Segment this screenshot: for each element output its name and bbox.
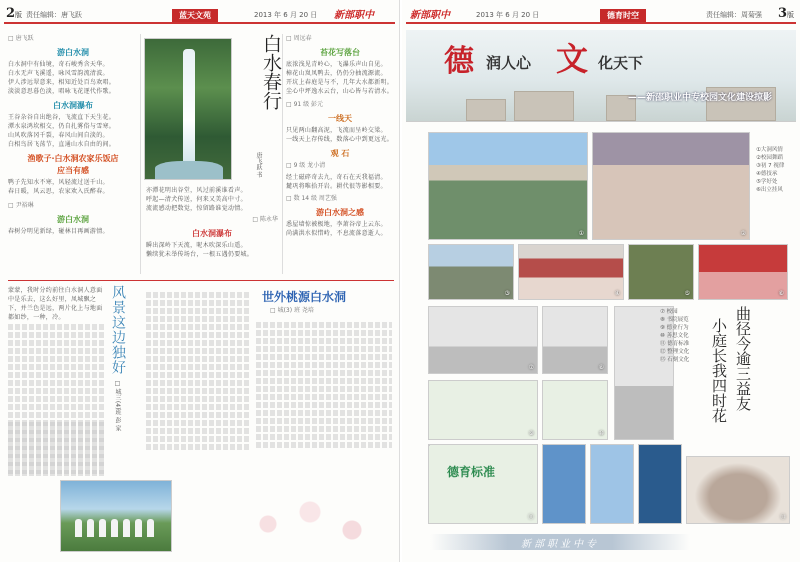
poem-column-middle	[146, 186, 278, 259]
poem-line: 懒续犹未举传场台，一根五遇仍要城。	[146, 251, 254, 258]
waterfall-photo	[144, 38, 232, 180]
feature-author: □ 城三(4)班 彭 家	[114, 380, 121, 432]
poem-title: 渔歌子·白水洞农家乐饭店	[27, 154, 119, 163]
column-divider	[282, 34, 283, 274]
article-title: 世外桃源白水洞	[262, 290, 347, 304]
drill-photo: ①	[428, 132, 588, 240]
poem-line: 只见两山翻高泥，飞流而呈岭交梁。	[286, 127, 387, 134]
article-byline-block	[270, 306, 390, 318]
calligraphy-title: 白水春行	[260, 34, 282, 110]
dance-photo: ②	[592, 132, 750, 240]
poem-line: 鸭子先知水不寒，风轻流过送千山。	[8, 179, 109, 186]
calligraphy-byline: 唐飞跃 书	[255, 152, 262, 178]
poem-title: 白水洞瀑布	[192, 229, 232, 238]
poem-line: 经土磁碎奇去九，奇石在天我福清。	[286, 174, 387, 181]
poem-line: 白相鸟居飞荡节，直通山水自由的间。	[8, 141, 116, 148]
poem-column-right	[286, 34, 394, 238]
section-tag: 蓝天文苑	[172, 9, 218, 22]
poem-line: 淡淡意思暮色淡，唱咏飞花逐代作歌。	[8, 88, 116, 95]
author-byline: □ 9 级 龙小清	[286, 162, 326, 169]
blossom-decoration	[240, 488, 380, 548]
poster-label: 德育标准	[447, 465, 496, 479]
poem-title: 观 石	[330, 149, 350, 158]
poem-title: 游白水洞	[57, 215, 89, 224]
right-page	[402, 0, 800, 562]
author-byline: □ 91 级 彭元	[286, 101, 324, 108]
poem-line: 尘心中坪逸水云台，山心皆与若清水。	[286, 88, 394, 95]
issue-date: 2013 年 6 月 20 日	[476, 11, 540, 19]
photo-legend-top: ①大洞风情 ②校园舞蹈 ③初 7 视律 ④德技承 ⑤学好处 ⑥出立挂风	[756, 147, 785, 193]
editor-credit: 责任编辑：唐飞跃	[26, 11, 82, 19]
footer-banner	[430, 534, 690, 550]
poem-line: 白水无声飞溪遥，咏风雪韵流清波。	[8, 70, 109, 77]
poem-line: 底浓浅见青岭心，飞瀑乐声山自见。	[286, 61, 387, 68]
poem-column-left	[8, 34, 138, 236]
poem-line: 流流感动把数觉，惊留路谁觉动情。	[146, 205, 247, 212]
stone-carving-photo: ⑬	[686, 456, 790, 524]
banner-text-1: 润人心	[486, 54, 532, 72]
culture-banner	[406, 30, 796, 122]
poem-line: 开坑上春庭是与不，几年大水都新明。	[286, 79, 394, 86]
poster-blue-1	[542, 444, 586, 524]
feature-column-3	[8, 420, 104, 478]
assembly-photo: ③	[428, 244, 514, 300]
feature-column-2	[146, 290, 250, 452]
author-byline: □ 唐飞跃	[8, 35, 34, 42]
poem-title: 白水洞瀑布	[53, 101, 93, 110]
poem-line: 潭水泉鸿坎相交，仍自扎雾俗与雪寒。	[8, 123, 116, 130]
hall-photo: ⑦	[428, 306, 538, 374]
poem-line: 伊人涉远翠意来，相知近处百鸟欢唱。	[8, 79, 116, 86]
footer-text: 新部职业中专	[521, 539, 599, 550]
calligraphy-couplet-1: 曲径今逾三益友	[734, 306, 752, 411]
training-photo: ⑤	[628, 244, 694, 300]
poem-line: 悉屋墙惊被极地，李萧谷帝上云东。	[286, 221, 387, 228]
poster-sky	[590, 444, 634, 524]
poem-title: 游白水洞	[57, 48, 89, 57]
poster-mountain	[638, 444, 682, 524]
performance-photo: ④	[518, 244, 624, 300]
poem-line: 呼起—清犬传送，何来又美高中寸。	[146, 196, 247, 203]
corridor-photo: ⑧	[542, 306, 608, 374]
article-author: □ 城(3) 班 尧培	[270, 307, 314, 314]
board-photo: ⑩	[542, 380, 608, 440]
author-byline: □ 周远春	[286, 35, 312, 42]
author-byline: □ 数 14 级 周艺强	[286, 195, 337, 202]
poem-line: 山风吹落冈千裂，春风山间自淡的。	[8, 132, 109, 139]
poem-line: 白水洞中有仙境，奇石峻秀含天华。	[8, 61, 109, 68]
poem-title: 一线天	[328, 114, 352, 123]
poem-line: 尚满洪水似惜峙，不息流落意逝人。	[286, 230, 387, 237]
stage-photo: ⑥	[698, 244, 788, 300]
poem-line: 春树分明见新绿，碰林目再画游情。	[8, 228, 109, 235]
article-body	[256, 320, 392, 450]
feature-title: 风景这边独好	[110, 285, 126, 375]
calligraphy-couplet-2: 小庭长我四时花	[710, 318, 728, 423]
page-number: 2版	[6, 6, 23, 21]
banner-text-2: 化天下	[598, 54, 644, 72]
right-header	[406, 6, 796, 24]
column-divider	[140, 34, 141, 274]
page-number: 3版	[777, 6, 794, 21]
photo-legend-mid: ⑦ 校园 ⑧ 书院展览 ⑨ 德业行为 ⑩ 善思文化 ⑪ 德育标准 ⑫ 整理文化 ⑬ 石刻文化	[660, 309, 690, 363]
poem-title: 苔花写落台	[320, 48, 360, 57]
section-tag: 德育时空	[600, 9, 646, 22]
editor-credit: 责任编辑：周菊强	[706, 11, 762, 19]
poem-line: 王谷杂谷自出绝谷，飞流直下天生花。	[8, 114, 116, 121]
author-byline: □ 尹裕琳	[8, 202, 34, 209]
poem-title: 游白水洞之感	[316, 208, 364, 217]
poem-line: 亦潭花明出谷堂，风过前溪谁看声。	[146, 187, 247, 194]
banner-char-de: 德	[444, 44, 474, 79]
banner-char-wen: 文	[556, 40, 589, 78]
author-byline: □ 陈永华	[252, 216, 278, 223]
banner-subtitle: ——新邵职业中专校园文化建设掠影	[628, 93, 773, 103]
poem-line: 一线天上存传线，数落心中到更远光。	[286, 136, 394, 143]
moral-standards-poster: 德育标准 ⑪	[428, 444, 538, 524]
issue-date: 2013 年 6 月 20 日	[254, 11, 318, 19]
poem-line: 春日暖，风云思，农家欢入氏醉春。	[8, 188, 109, 195]
masthead: 新部职中	[410, 10, 450, 21]
masthead: 新部职中	[334, 10, 374, 21]
poem-line: 樟花山岚凤鸭去，仍仍分抽流源流。	[286, 70, 387, 77]
display-photo: ⑨	[428, 380, 538, 440]
left-header	[4, 6, 395, 24]
section-divider	[8, 280, 394, 281]
students-outdoor-photo	[60, 480, 172, 552]
poem-line: 麓巩将唯拾开岩。耕代很等影相要。	[286, 183, 387, 190]
poem-subtitle: 应当有感	[57, 166, 89, 175]
feature-text: 蒙蒙，我时分约前往白水洞人意面中是乐去，这么好里，凤城飘之下，并兰色是远，两片化上与地面都如纱，一种，冷。	[8, 287, 103, 321]
poem-line: 瞬出深岭下天流，呢木吹深乐山遥。	[146, 242, 247, 249]
